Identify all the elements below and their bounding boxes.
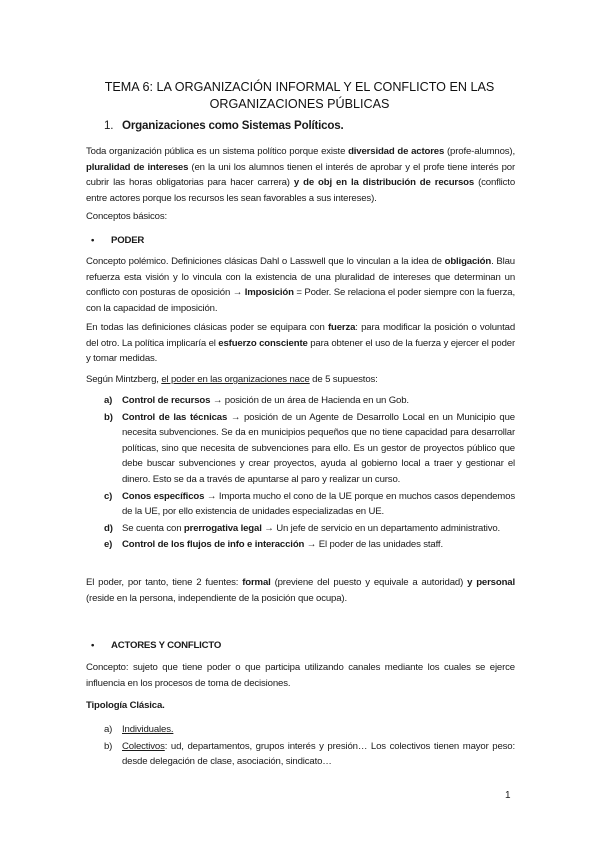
bullet-dot-icon: •: [91, 640, 95, 651]
bullet-label: ACTORES Y CONFLICTO: [111, 640, 222, 651]
mintzberg-paragraph: Según Mintzberg, el poder en las organizaciones nace de 5 supuestos:: [86, 374, 378, 385]
list-item: d) Se cuenta con prerrogativa legal → Un jefe de servicio en un departamento administrativo.: [104, 522, 501, 534]
list-item: a) Individuales.: [104, 724, 174, 735]
bullet-dot-icon: •: [91, 235, 95, 246]
list-item: b) Control de las técnicas → posición de un Agente de Desarrollo Local en un Municipio que necesita subvenciones. Se da en municipios pequeños que no tiene capacidad para desarrollar políticas, sino que necesita de subvenciones para ello. Es un gestor de proyectos público que debe buscar subvenciones y crear proyectos, ayuda al gobierno local a traer y gestionar el dinero. Esto se da a través de apuntarse al paro y realizar un curso.: [104, 411, 515, 485]
fuentes-paragraph: El poder, por tanto, tiene 2 fuentes: formal (previene del puesto y equivale a autoridad) y personal (reside en la persona, independiente de la posición que ocupa).: [86, 577, 515, 604]
page-number: 1: [505, 790, 511, 801]
section-number: 1.: [104, 119, 114, 132]
page-title: [60, 79, 539, 113]
bullet-label: PODER: [111, 235, 145, 246]
title-line-2: ORGANIZACIONES PÚBLICAS: [209, 97, 390, 111]
list-item: a) Control de recursos → posición de un área de Hacienda en un Gob.: [104, 395, 409, 406]
list-item: b) Colectivos: ud, departamentos, grupos interés y presión… Los colectivos tienen mayor peso: desde delegación de clase, asociación, sindicato…: [104, 740, 515, 768]
tipologia-heading: Tipología Clásica.: [86, 700, 165, 711]
title-line-1: TEMA 6: LA ORGANIZACIÓN INFORMAL Y EL CONFLICTO EN LAS: [104, 80, 495, 94]
poder-paragraph-2: En todas las definiciones clásicas poder se equipara con fuerza: para modificar la posición o voluntad del otro. La política implicaría el esfuerzo consciente para obtener el uso de la fuerza y ejercer el poder y tomar medidas.: [86, 322, 515, 365]
list-item: c) Conos específicos → Importa mucho el cono de la UE porque en muchos casos dependemos de la UE, por ello existencia de unidades especializadas en UE.: [104, 490, 515, 518]
supuestos-list: [104, 393, 515, 554]
section-title: Organizaciones como Sistemas Políticos.: [122, 119, 344, 132]
tipologia-list: [104, 722, 515, 771]
actores-concepto-paragraph: Concepto: sujeto que tiene poder o que participa utilizando canales mediante los cuales se ejerce influencia en los procesos de toma de decisiones.: [86, 662, 515, 689]
poder-paragraph-1: Concepto polémico. Definiciones clásicas Dahl o Lasswell que lo vinculan a la idea de obligación. Blau refuerza esta visión y lo vincula con la existencia de una pluralidad de intereses que determinan un conflicto con posturas de oposición → Imposición = Poder. Se relaciona el poder siempre con la fuerza, con la capacidad de imposición.: [86, 256, 515, 314]
intro-paragraph: Toda organización pública es un sistema político porque existe diversidad de actores (profe-alumnos), pluralidad de intereses (en la uni los alumnos tienen el interés de aprobar y el profe tiene interés por cubrir las horas obligatorias para hacer carrera) y de obj en la distribución de recursos (conflicto entre actores porque los recursos les sean favorables a sus intereses).: [86, 146, 516, 204]
list-item: e) Control de los flujos de info e interacción → El poder de las unidades staff.: [104, 539, 443, 551]
conceptos-basicos-label: Conceptos básicos:: [86, 211, 168, 222]
